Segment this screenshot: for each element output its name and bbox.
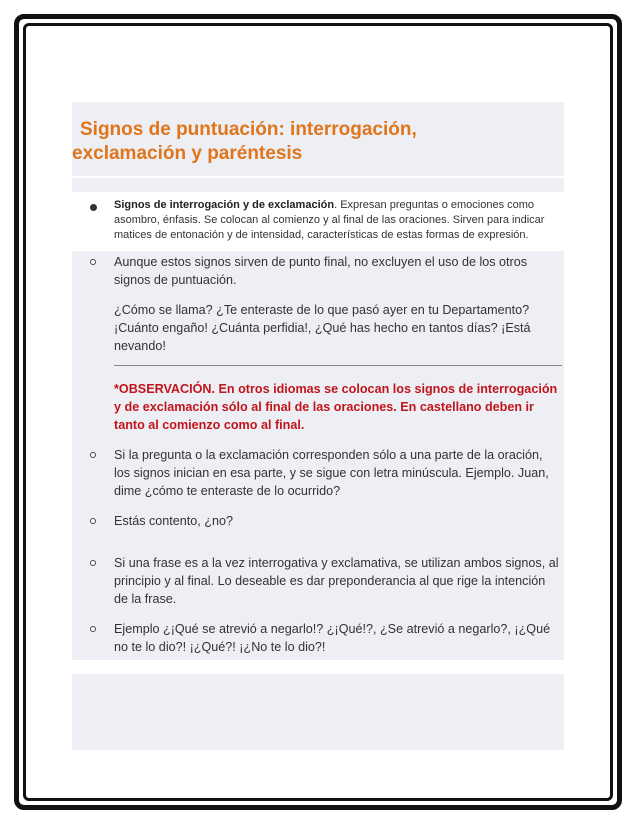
list-item [114, 620, 562, 656]
title-line-2: exclamación y paréntesis [72, 143, 303, 164]
list-item [114, 554, 562, 608]
bullet-icon [90, 204, 97, 211]
title-block [72, 102, 564, 176]
empty-block [72, 674, 564, 750]
list-item [114, 512, 562, 530]
list-item-text: Si una frase es a la vez interrogativa y exclamativa, se utilizan ambos signos, al principio y al final. Lo deseable es dar preponderancia al que rige la intención de la frase. [114, 556, 559, 606]
bullet-icon [90, 259, 96, 265]
observation-text: *OBSERVACIÓN. En otros idiomas se colocan los signos de interrogación y de exclamación sólo al final de las oraciones. En castellano deben ir tanto al comienzo como al final. [114, 382, 558, 432]
list-item-text [114, 198, 562, 243]
list-item-text: Ejemplo ¿¡Qué se atrevió a negarlo!? ¿¡Qué!?, ¿Se atrevió a negarlo?, ¡¿Qué no te lo dio?! ¡¿Qué?! ¡¿No te lo dio?! [114, 622, 551, 654]
bullet-icon [90, 626, 96, 632]
divider [114, 365, 562, 366]
bullet-icon [90, 452, 96, 458]
list-item-rest: . Expresan preguntas o emociones como asombro, énfasis. Se colocan al comienzo y al final de las oraciones. Sirven para indicar matices de entonación y de intensidad, características de estas formas de expresión. [114, 199, 545, 241]
list-item-bold: Signos de interrogación y de exclamación [114, 199, 335, 211]
bullet-icon [90, 560, 96, 566]
list-item-text: Si la pregunta o la exclamación corresponden sólo a una parte de la oración, los signos inician en esa parte, y se sigue con letra minúscula. Ejemplo. Juan, dime ¿cómo te enteraste de lo ocurrido? [114, 448, 549, 498]
list-item-text: Aunque estos signos sirven de punto final, no excluyen el uso de los otros signos de puntuación. [114, 255, 528, 287]
page-title [72, 118, 564, 166]
bullet-icon [90, 518, 96, 524]
list-item [114, 446, 562, 500]
bullet-list [72, 196, 564, 750]
example-text: ¿Cómo se llama? ¿Te enteraste de lo que pasó ayer en tu Departamento? ¡Cuánto engaño! ¿Cuánta perfidia!, ¿Qué has hecho en tantos días? ¡Está nevando! [114, 303, 531, 353]
list-item [72, 251, 564, 660]
list-item [72, 196, 564, 245]
document-content [72, 102, 564, 750]
title-line-1: Signos de puntuación: interrogación, [80, 119, 417, 140]
list-item-text: Estás contento, ¿no? [114, 514, 234, 528]
title-spacer [72, 178, 564, 192]
